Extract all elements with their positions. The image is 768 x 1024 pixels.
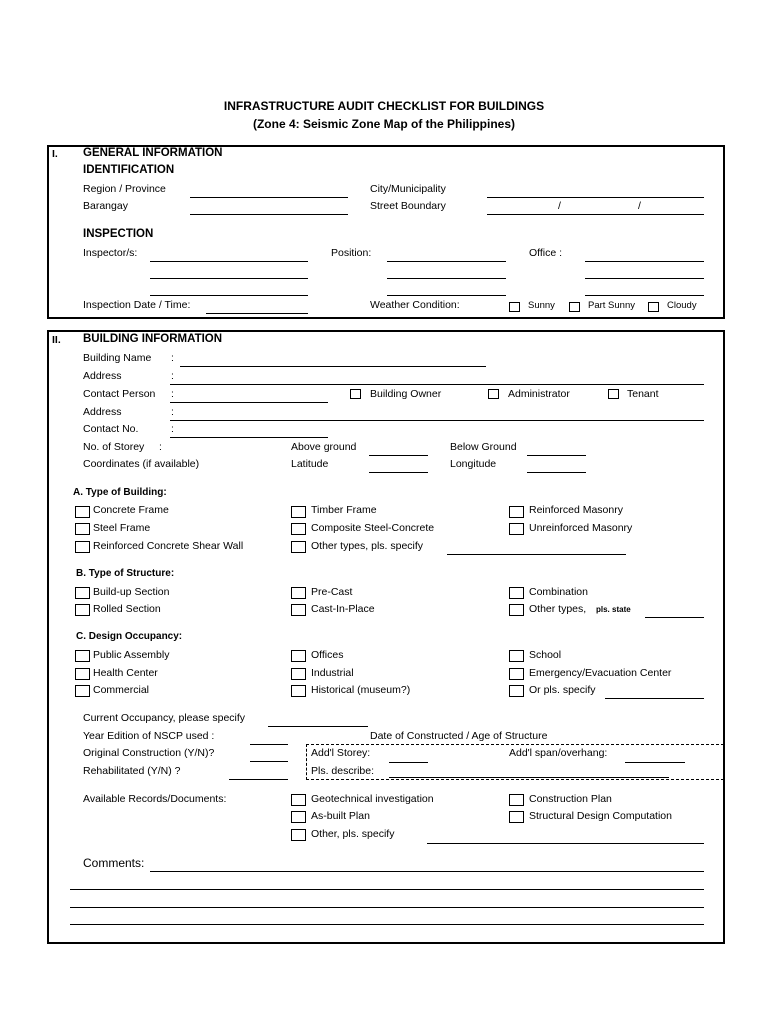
other-records-label: Other, pls. specify xyxy=(311,828,395,840)
rolled-section-label: Rolled Section xyxy=(93,603,161,615)
structural-design-label: Structural Design Computation xyxy=(529,810,672,822)
original-construction-label: Original Construction (Y/N)? xyxy=(83,747,215,759)
other-building-type-label: Other types, pls. specify xyxy=(311,540,424,552)
rehabilitated-field[interactable] xyxy=(229,779,288,780)
pre-cast-checkbox[interactable] xyxy=(291,587,306,599)
position-field[interactable] xyxy=(387,278,506,279)
emergency-checkbox[interactable] xyxy=(509,668,524,680)
cloudy-checkbox[interactable] xyxy=(648,302,659,312)
section-number: II. xyxy=(52,334,61,346)
pls-describe-field[interactable] xyxy=(389,777,669,778)
barangay-label: Barangay xyxy=(83,200,128,212)
building-owner-checkbox[interactable] xyxy=(350,389,361,399)
unreinforced-masonry-label: Unreinforced Masonry xyxy=(529,522,633,534)
school-label: School xyxy=(529,649,562,661)
comments-field[interactable] xyxy=(150,871,704,872)
part-sunny-label: Part Sunny xyxy=(588,300,635,311)
other-structure-label: Other types, xyxy=(529,603,587,615)
current-occupancy-label: Current Occupancy, please specify xyxy=(83,712,246,724)
comments-field[interactable] xyxy=(70,889,704,890)
public-assembly-label: Public Assembly xyxy=(93,649,170,661)
document-title: INFRASTRUCTURE AUDIT CHECKLIST FOR BUILDINGS xyxy=(223,99,545,113)
contact-person-label: Contact Person xyxy=(83,388,156,400)
type-of-structure-heading: B. Type of Structure: xyxy=(76,568,175,579)
colon: : xyxy=(171,388,174,400)
geotechnical-label: Geotechnical investigation xyxy=(311,793,434,805)
commercial-label: Commercial xyxy=(93,684,150,696)
building-name-label: Building Name xyxy=(83,352,152,364)
year-nscp-label: Year Edition of NSCP used : xyxy=(83,730,215,742)
rolled-section-checkbox[interactable] xyxy=(75,604,90,616)
build-up-label: Build-up Section xyxy=(93,586,170,598)
position-field[interactable] xyxy=(387,295,506,296)
offices-checkbox[interactable] xyxy=(291,650,306,662)
below-ground-field[interactable] xyxy=(527,455,586,456)
structural-design-checkbox[interactable] xyxy=(509,811,524,823)
build-up-checkbox[interactable] xyxy=(75,587,90,599)
health-center-label: Health Center xyxy=(93,667,158,679)
timber-frame-label: Timber Frame xyxy=(311,504,377,516)
concrete-frame-checkbox[interactable] xyxy=(75,506,90,518)
rehabilitated-label: Rehabilitated (Y/N) ? xyxy=(83,765,181,777)
region-field[interactable] xyxy=(190,197,348,198)
pls-state-label: pls. state xyxy=(596,605,631,614)
as-built-checkbox[interactable] xyxy=(291,811,306,823)
colon: : xyxy=(159,441,162,453)
section-heading: BUILDING INFORMATION xyxy=(83,333,223,345)
health-center-checkbox[interactable] xyxy=(75,668,90,680)
subsection-heading: IDENTIFICATION xyxy=(83,164,175,176)
other-records-field[interactable] xyxy=(427,843,704,844)
slash-separator: / xyxy=(638,200,641,212)
addl-span-label: Add'l span/overhang: xyxy=(509,747,608,759)
industrial-checkbox[interactable] xyxy=(291,668,306,680)
document-subtitle: (Zone 4: Seismic Zone Map of the Philippines) xyxy=(252,117,516,131)
office-field[interactable] xyxy=(585,261,704,262)
construction-plan-label: Construction Plan xyxy=(529,793,612,805)
inspector-field[interactable] xyxy=(150,295,308,296)
original-construction-field[interactable] xyxy=(250,761,288,762)
colon: : xyxy=(171,423,174,435)
pre-cast-label: Pre-Cast xyxy=(311,586,353,598)
above-ground-field[interactable] xyxy=(369,455,428,456)
reinforced-masonry-label: Reinforced Masonry xyxy=(529,504,623,516)
barangay-field[interactable] xyxy=(190,214,348,215)
inspector-field[interactable] xyxy=(150,278,308,279)
or-specify-checkbox[interactable] xyxy=(509,685,524,697)
comments-label: Comments: xyxy=(83,856,145,870)
longitude-field[interactable] xyxy=(527,472,586,473)
address-label: Address xyxy=(83,370,122,382)
date-time-field[interactable] xyxy=(206,313,308,314)
construction-plan-checkbox[interactable] xyxy=(509,794,524,806)
addl-storey-label: Add'l Storey: xyxy=(311,747,371,759)
colon: : xyxy=(171,370,174,382)
street-label: Street Boundary xyxy=(370,200,446,212)
unreinforced-masonry-checkbox[interactable] xyxy=(509,523,524,535)
contact-no-field[interactable] xyxy=(170,437,328,438)
addl-storey-field[interactable] xyxy=(389,762,428,763)
administrator-checkbox[interactable] xyxy=(488,389,499,399)
current-occupancy-field[interactable] xyxy=(268,726,368,727)
year-nscp-field[interactable] xyxy=(250,744,288,745)
administrator-label: Administrator xyxy=(508,388,570,400)
city-field[interactable] xyxy=(487,197,704,198)
below-ground-label: Below Ground xyxy=(450,441,517,453)
steel-frame-label: Steel Frame xyxy=(93,522,151,534)
owner-address-field[interactable] xyxy=(170,420,704,421)
combination-label: Combination xyxy=(529,586,588,598)
region-label: Region / Province xyxy=(83,183,166,195)
pls-describe-label: Pls. describe: xyxy=(311,765,375,777)
position-label: Position: xyxy=(331,247,372,259)
latitude-field[interactable] xyxy=(369,472,428,473)
other-structure-checkbox[interactable] xyxy=(509,604,524,616)
historical-label: Historical (museum?) xyxy=(311,684,411,696)
weather-label: Weather Condition: xyxy=(370,299,460,311)
cloudy-label: Cloudy xyxy=(667,300,697,311)
commercial-checkbox[interactable] xyxy=(75,685,90,697)
cast-in-place-checkbox[interactable] xyxy=(291,604,306,616)
timber-frame-checkbox[interactable] xyxy=(291,506,306,518)
sunny-label: Sunny xyxy=(528,300,555,311)
tenant-checkbox[interactable] xyxy=(608,389,619,399)
as-built-label: As-built Plan xyxy=(311,810,370,822)
building-owner-label: Building Owner xyxy=(370,388,442,400)
or-specify-field[interactable] xyxy=(605,698,704,699)
street-field[interactable] xyxy=(487,214,704,215)
address-label: Address xyxy=(83,406,122,418)
combination-checkbox[interactable] xyxy=(509,587,524,599)
design-occupancy-heading: C. Design Occupancy: xyxy=(76,631,183,642)
coordinates-label: Coordinates (if available) xyxy=(83,458,200,470)
reinforced-masonry-checkbox[interactable] xyxy=(509,506,524,518)
emergency-label: Emergency/Evacuation Center xyxy=(529,667,672,679)
office-field[interactable] xyxy=(585,295,704,296)
addl-span-field[interactable] xyxy=(625,762,685,763)
building-name-field[interactable] xyxy=(180,366,486,367)
contact-person-field[interactable] xyxy=(170,402,328,403)
comments-field[interactable] xyxy=(70,907,704,908)
position-field[interactable] xyxy=(387,261,506,262)
subsection-heading: INSPECTION xyxy=(83,228,154,240)
concrete-frame-label: Concrete Frame xyxy=(93,504,169,516)
date-time-label: Inspection Date / Time: xyxy=(83,299,191,311)
address-field[interactable] xyxy=(170,384,704,385)
historical-checkbox[interactable] xyxy=(291,685,306,697)
other-building-type-checkbox[interactable] xyxy=(291,541,306,553)
office-label: Office : xyxy=(529,247,563,259)
inspectors-label: Inspector/s: xyxy=(83,247,138,259)
section-heading: GENERAL INFORMATION xyxy=(83,147,223,159)
rc-shear-wall-label: Reinforced Concrete Shear Wall xyxy=(93,540,244,552)
colon: : xyxy=(171,406,174,418)
or-specify-label: Or pls. specify xyxy=(529,684,596,696)
no-storey-label: No. of Storey xyxy=(83,441,145,453)
other-records-checkbox[interactable] xyxy=(291,829,306,841)
slash-separator: / xyxy=(558,200,561,212)
rc-shear-wall-checkbox[interactable] xyxy=(75,541,90,553)
cast-in-place-label: Cast-In-Place xyxy=(311,603,375,615)
part-sunny-checkbox[interactable] xyxy=(569,302,580,312)
sunny-checkbox[interactable] xyxy=(509,302,520,312)
city-label: City/Municipality xyxy=(370,183,446,195)
inspector-field[interactable] xyxy=(150,261,308,262)
composite-label: Composite Steel-Concrete xyxy=(311,522,435,534)
date-constructed-label: Date of Constructed / Age of Structure xyxy=(370,730,548,742)
colon: : xyxy=(171,352,174,364)
other-building-type-field[interactable] xyxy=(447,554,626,555)
public-assembly-checkbox[interactable] xyxy=(75,650,90,662)
longitude-label: Longitude xyxy=(450,458,497,470)
section-number: I. xyxy=(52,148,58,160)
school-checkbox[interactable] xyxy=(509,650,524,662)
office-field[interactable] xyxy=(585,278,704,279)
offices-label: Offices xyxy=(311,649,344,661)
other-structure-field[interactable] xyxy=(645,617,704,618)
geotechnical-checkbox[interactable] xyxy=(291,794,306,806)
composite-checkbox[interactable] xyxy=(291,523,306,535)
tenant-label: Tenant xyxy=(627,388,659,400)
above-ground-label: Above ground xyxy=(291,441,357,453)
industrial-label: Industrial xyxy=(311,667,354,679)
steel-frame-checkbox[interactable] xyxy=(75,523,90,535)
latitude-label: Latitude xyxy=(291,458,329,470)
records-label: Available Records/Documents: xyxy=(83,793,227,805)
type-of-building-heading: A. Type of Building: xyxy=(73,487,167,498)
comments-field[interactable] xyxy=(70,924,704,925)
contact-no-label: Contact No. xyxy=(83,423,139,435)
